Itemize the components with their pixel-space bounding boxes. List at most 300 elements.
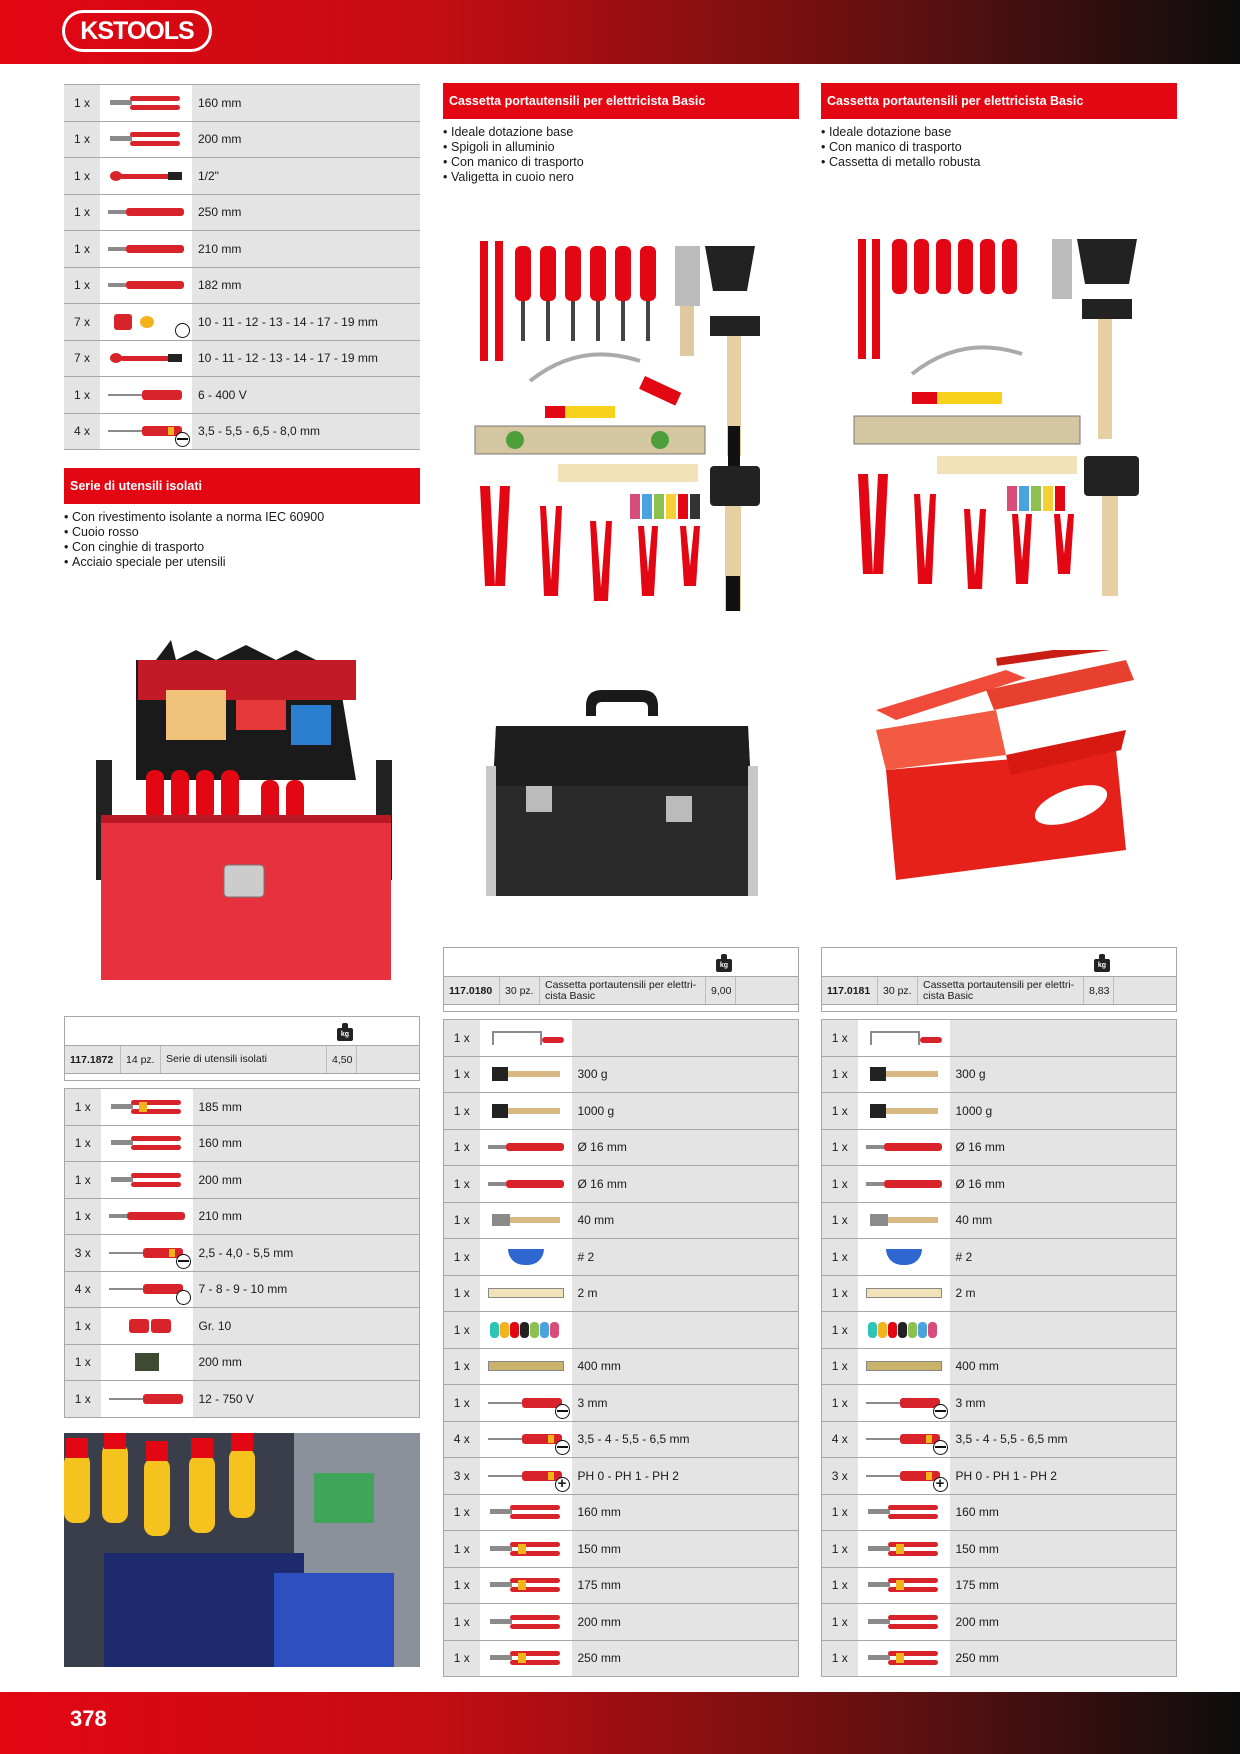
feature-list [821,125,1177,170]
phillips-screwdriver-icon [866,1467,942,1485]
black-tool-case-photo [486,686,758,900]
table-row [822,1604,1177,1641]
quantity: 7 x [64,340,100,377]
mallet-icon [866,1102,942,1120]
table-row [822,1312,1177,1349]
voltage-tester-icon [866,1394,942,1412]
quantity: 1 x [64,158,100,195]
quantity: 1 x [64,194,100,231]
spirit-level-icon [866,1357,942,1375]
quantity: 1 x [64,121,100,158]
tool-image [480,1202,572,1239]
table-row [822,1494,1177,1531]
section-title: Cassetta portautensili per elettricista Basic [443,83,799,119]
tool-image [100,158,192,195]
table-row [444,1421,799,1458]
slotted-symbol-icon [555,1404,570,1419]
size-value: Ø 16 mm [572,1166,799,1203]
table-row [65,1162,420,1199]
hex-symbol-icon [176,1290,191,1305]
quantity: 1 x [444,1275,480,1312]
tool-image [480,1458,572,1495]
size-value: Ø 16 mm [950,1166,1177,1203]
weight-icon: kg [716,954,732,972]
size-value [950,1312,1177,1349]
size-value [950,1020,1177,1057]
footer-bar [0,1692,1240,1754]
slotted-symbol-icon [933,1404,948,1419]
open-end-wrench-icon [108,349,184,367]
size-value: # 2 [572,1239,799,1276]
table-row [64,158,420,195]
feature-item: • Con manico di trasporto [821,140,1177,155]
tool-image [101,1235,193,1272]
tool-image [480,1166,572,1203]
table-row [64,304,420,341]
tool-image [101,1162,193,1199]
quantity: 4 x [822,1421,858,1458]
tool-image [100,413,192,450]
table-row [444,1604,799,1641]
quantity: 1 x [444,1202,480,1239]
tool-image [858,1348,950,1385]
quantity: 1 x [444,1020,480,1057]
tool-image [858,1166,950,1203]
size-value: 3 mm [572,1385,799,1422]
table-row [64,231,420,268]
size-value: 250 mm [572,1640,799,1677]
col3-article-info [821,947,1177,1677]
size-value: 3,5 - 5,5 - 6,5 - 8,0 mm [192,413,420,450]
table-row [444,1385,799,1422]
table-row [444,1093,799,1130]
size-value: 10 - 11 - 12 - 13 - 14 - 17 - 19 mm [192,340,420,377]
table-row [65,1271,420,1308]
flat-chisel-icon [488,1175,564,1193]
insulating-tape-icon [488,1321,564,1339]
side-cutter-icon [488,1503,564,1521]
table-row [64,340,420,377]
size-value: 3,5 - 4 - 5,5 - 6,5 mm [572,1421,799,1458]
tool-image [100,340,192,377]
feature-item: • Cassetta di metallo robusta [821,155,1177,170]
tool-image [480,1348,572,1385]
feature-item: • Ideale dotazione base [443,125,799,140]
water-pump-pliers-icon [866,1649,942,1667]
tool-image [101,1125,193,1162]
article-number: 117.0181 [822,977,878,1004]
slotted-screwdriver-icon [488,1430,564,1448]
slotted-screwdriver-icon [866,1430,942,1448]
table-row [822,1129,1177,1166]
tool-image [480,1604,572,1641]
feature-item: • Con manico di trasporto [443,155,799,170]
article-pieces: 30 pz. [878,977,918,1004]
long-nose-pliers-icon [108,130,184,148]
quantity: 1 x [444,1093,480,1130]
size-value: 200 mm [572,1604,799,1641]
size-value: 150 mm [572,1531,799,1568]
table-row [822,1348,1177,1385]
table-row [822,1275,1177,1312]
tool-image [100,377,192,414]
tool-image [100,304,192,341]
feature-item: • Con cinghie di trasporto [64,540,420,555]
tool-image [100,231,192,268]
tool-image [858,1421,950,1458]
col3-section [821,83,1177,170]
size-value: Gr. 10 [193,1308,420,1345]
screwdriver-icon [108,422,184,440]
tool-image [480,1531,572,1568]
size-value: 210 mm [192,231,420,268]
size-value: 160 mm [572,1494,799,1531]
size-value: 40 mm [950,1202,1177,1239]
stripping-knife-icon [108,276,184,294]
size-value: 1/2" [192,158,420,195]
combination-pliers-icon [109,1098,185,1116]
stripping-pliers-icon [488,1540,564,1558]
table-row [444,1056,799,1093]
table-row [444,1129,799,1166]
size-value: 400 mm [950,1348,1177,1385]
table-row [444,1275,799,1312]
flat-chisel-icon [866,1175,942,1193]
slotted-symbol-icon [175,432,190,447]
size-value: Ø 16 mm [572,1129,799,1166]
tool-image [858,1385,950,1422]
size-value: 185 mm [193,1089,420,1126]
quantity: 1 x [444,1640,480,1677]
table-row [822,1385,1177,1422]
table-row [444,1020,799,1057]
size-value: 200 mm [950,1604,1177,1641]
size-value: 200 mm [192,121,420,158]
red-cantilever-toolbox-photo [856,650,1140,882]
tool-image [480,1640,572,1677]
tool-image [858,1494,950,1531]
table-row [65,1125,420,1162]
tool-image [100,267,192,304]
voltage-tester-icon [488,1394,564,1412]
tool-image [858,1093,950,1130]
quantity: 7 x [64,304,100,341]
tool-image [100,194,192,231]
quantity: 1 x [65,1125,101,1162]
table-row [64,267,420,304]
col1-article-info [64,1016,420,1418]
table-row [822,1020,1177,1057]
side-cutter-icon [109,1134,185,1152]
quantity: 1 x [65,1198,101,1235]
quantity: 1 x [822,1275,858,1312]
col1-top-table [64,84,420,450]
quantity: 1 x [822,1348,858,1385]
slotted-symbol-icon [176,1254,191,1269]
side-cutter-icon [866,1503,942,1521]
article-pieces: 14 pz. [121,1046,161,1073]
spirit-level-icon [488,1357,564,1375]
mallet-icon [488,1102,564,1120]
tool-image [100,85,192,122]
quantity: 3 x [65,1235,101,1272]
table-row [64,121,420,158]
size-value: 200 mm [193,1344,420,1381]
quantity: 1 x [65,1162,101,1199]
slotted-screwdriver-icon [109,1244,185,1262]
size-value: 160 mm [193,1125,420,1162]
voltage-tester-icon [108,386,184,404]
ratchet-icon [108,167,184,185]
size-value: 250 mm [192,194,420,231]
quantity: 1 x [444,1494,480,1531]
tool-image [101,1271,193,1308]
water-pump-pliers-icon [488,1649,564,1667]
table-row [444,1312,799,1349]
quantity: 4 x [64,413,100,450]
feature-item: • Ideale dotazione base [821,125,1177,140]
size-value: 40 mm [572,1202,799,1239]
table-row [444,1640,799,1677]
size-value: 1000 g [572,1093,799,1130]
article-description: Cassetta portautensili per elettri-cista Basic [918,977,1084,1004]
tool-image [101,1308,193,1345]
tool-image [480,1056,572,1093]
size-value: # 2 [950,1239,1177,1276]
header-bar [0,0,1240,64]
size-value: 150 mm [950,1531,1177,1568]
long-nose-pliers-icon [866,1613,942,1631]
feature-item: • Acciaio speciale per utensili [64,555,420,570]
quantity: 1 x [444,1567,480,1604]
feature-item: • Cuoio rosso [64,525,420,540]
red-tool-bag-photo [96,620,396,980]
quantity: 1 x [822,1166,858,1203]
size-value: PH 0 - PH 1 - PH 2 [950,1458,1177,1495]
quantity: 1 x [822,1567,858,1604]
size-value: 1000 g [950,1093,1177,1130]
size-value: 3 mm [950,1385,1177,1422]
slotted-symbol-icon [933,1440,948,1455]
tool-image [858,1275,950,1312]
table-row [822,1458,1177,1495]
slotted-symbol-icon [555,1440,570,1455]
pliers-icon [108,94,184,112]
quantity: 1 x [822,1239,858,1276]
size-value: 200 mm [193,1162,420,1199]
feature-item: • Con rivestimento isolante a norma IEC 60900 [64,510,420,525]
combination-pliers-icon [488,1576,564,1594]
table-row [444,1567,799,1604]
article-pieces: 30 pz. [500,977,540,1004]
table-row [444,1531,799,1568]
size-value: 160 mm [950,1494,1177,1531]
tool-image [480,1093,572,1130]
quantity: 1 x [444,1239,480,1276]
table-row [65,1235,420,1272]
quantity: 1 x [444,1166,480,1203]
combination-pliers-icon [866,1576,942,1594]
chisel-icon [488,1138,564,1156]
quantity: 1 x [822,1604,858,1641]
quantity: 1 x [444,1531,480,1568]
size-value: 160 mm [192,85,420,122]
tool-image [101,1344,193,1381]
tool-image [858,1312,950,1349]
article-weight: 8,83 [1084,977,1114,1004]
quantity: 1 x [444,1312,480,1349]
weight-icon: kg [1094,954,1110,972]
table-row [65,1381,420,1418]
size-value [572,1312,799,1349]
quantity: 1 x [822,1020,858,1057]
tool-image [858,1056,950,1093]
table-row [444,1348,799,1385]
long-nose-pliers-icon [488,1613,564,1631]
table-row [64,194,420,231]
quantity: 1 x [822,1202,858,1239]
section-title: Cassetta portautensili per elettricista Basic [821,83,1177,119]
brand-logo: KSTOOLS [62,10,212,52]
tool-assortment-photo [852,234,1148,604]
quantity: 3 x [444,1458,480,1495]
long-nose-pliers-icon [109,1171,185,1189]
voltage-tester-icon [109,1390,185,1408]
size-value: 300 g [572,1056,799,1093]
hammer-icon [866,1065,942,1083]
size-value: 210 mm [193,1198,420,1235]
table-row [65,1344,420,1381]
size-value: 2 m [572,1275,799,1312]
tool-image [858,1458,950,1495]
tool-image [858,1531,950,1568]
table-row [65,1198,420,1235]
feature-list [64,510,420,570]
size-value: 2,5 - 4,0 - 5,5 mm [193,1235,420,1272]
size-value: 175 mm [572,1567,799,1604]
tool-image [100,121,192,158]
table-row [65,1089,420,1126]
size-value: 7 - 8 - 9 - 10 mm [193,1271,420,1308]
quantity: 1 x [64,231,100,268]
size-value: 175 mm [950,1567,1177,1604]
tool-image [858,1129,950,1166]
table-row [64,413,420,450]
feature-item: • Spigoli in alluminio [443,140,799,155]
article-description: Cassetta portautensili per elettri-cista Basic [540,977,706,1004]
tool-image [480,1239,572,1276]
article-description: Serie di utensili isolati [161,1046,327,1073]
article-number: 117.1872 [65,1046,121,1073]
tool-image [858,1239,950,1276]
tool-image [480,1275,572,1312]
tool-image [858,1640,950,1677]
quantity: 1 x [64,267,100,304]
quantity: 1 x [65,1344,101,1381]
table-row [822,1056,1177,1093]
size-value: 6 - 400 V [192,377,420,414]
nut-driver-icon [109,1280,185,1298]
table-row [822,1202,1177,1239]
quantity: 1 x [65,1308,101,1345]
tool-image [101,1198,193,1235]
article-weight: 4,50 [327,1046,357,1073]
quantity: 1 x [444,1385,480,1422]
table-row [822,1531,1177,1568]
col1-section [64,468,420,570]
quantity: 1 x [822,1494,858,1531]
quantity: 1 x [444,1604,480,1641]
quantity: 1 x [444,1348,480,1385]
table-row [444,1494,799,1531]
gloves-icon [109,1317,185,1335]
col2-article-info [443,947,799,1677]
table-row [64,377,420,414]
cable-knife-icon [108,240,184,258]
table-row [822,1567,1177,1604]
pouch-icon [109,1353,185,1371]
tool-image [101,1089,193,1126]
size-value: 250 mm [950,1640,1177,1677]
quantity: 1 x [65,1381,101,1418]
hammer-icon [488,1065,564,1083]
stripping-pliers-icon [866,1540,942,1558]
section-title: Serie di utensili isolati [64,468,420,504]
tool-image [858,1604,950,1641]
size-value [572,1020,799,1057]
col2-section [443,83,799,185]
article-weight: 9,00 [706,977,736,1004]
page-number: 378 [70,1706,107,1731]
tool-image [858,1567,950,1604]
table-row [822,1640,1177,1677]
quantity: 1 x [822,1093,858,1130]
table-row [822,1239,1177,1276]
size-value: 300 g [950,1056,1177,1093]
quantity: 3 x [822,1458,858,1495]
tool-image [858,1202,950,1239]
article-number: 117.0180 [444,977,500,1004]
size-value: PH 0 - PH 1 - PH 2 [572,1458,799,1495]
socket-icon [108,313,184,331]
tool-image [480,1312,572,1349]
phillips-symbol-icon [933,1477,948,1492]
size-value: 12 - 750 V [193,1381,420,1418]
quantity: 1 x [822,1385,858,1422]
size-value: 400 mm [572,1348,799,1385]
cable-knife-icon [109,1207,185,1225]
quantity: 4 x [65,1271,101,1308]
folding-rule-icon [488,1284,564,1302]
table-row [444,1239,799,1276]
table-row [444,1458,799,1495]
quantity: 1 x [64,85,100,122]
size-value: 2 m [950,1275,1177,1312]
tool-image [480,1494,572,1531]
mixing-bowl-icon [488,1248,564,1266]
quantity: 1 x [822,1531,858,1568]
phillips-symbol-icon [555,1477,570,1492]
tool-image [858,1020,950,1057]
tool-image [480,1385,572,1422]
size-value: 10 - 11 - 12 - 13 - 14 - 17 - 19 mm [192,304,420,341]
size-value: 3,5 - 4 - 5,5 - 6,5 mm [950,1421,1177,1458]
quantity: 1 x [822,1056,858,1093]
quantity: 1 x [64,377,100,414]
tool-assortment-photo [470,236,766,616]
quantity: 1 x [822,1129,858,1166]
table-row [65,1308,420,1345]
